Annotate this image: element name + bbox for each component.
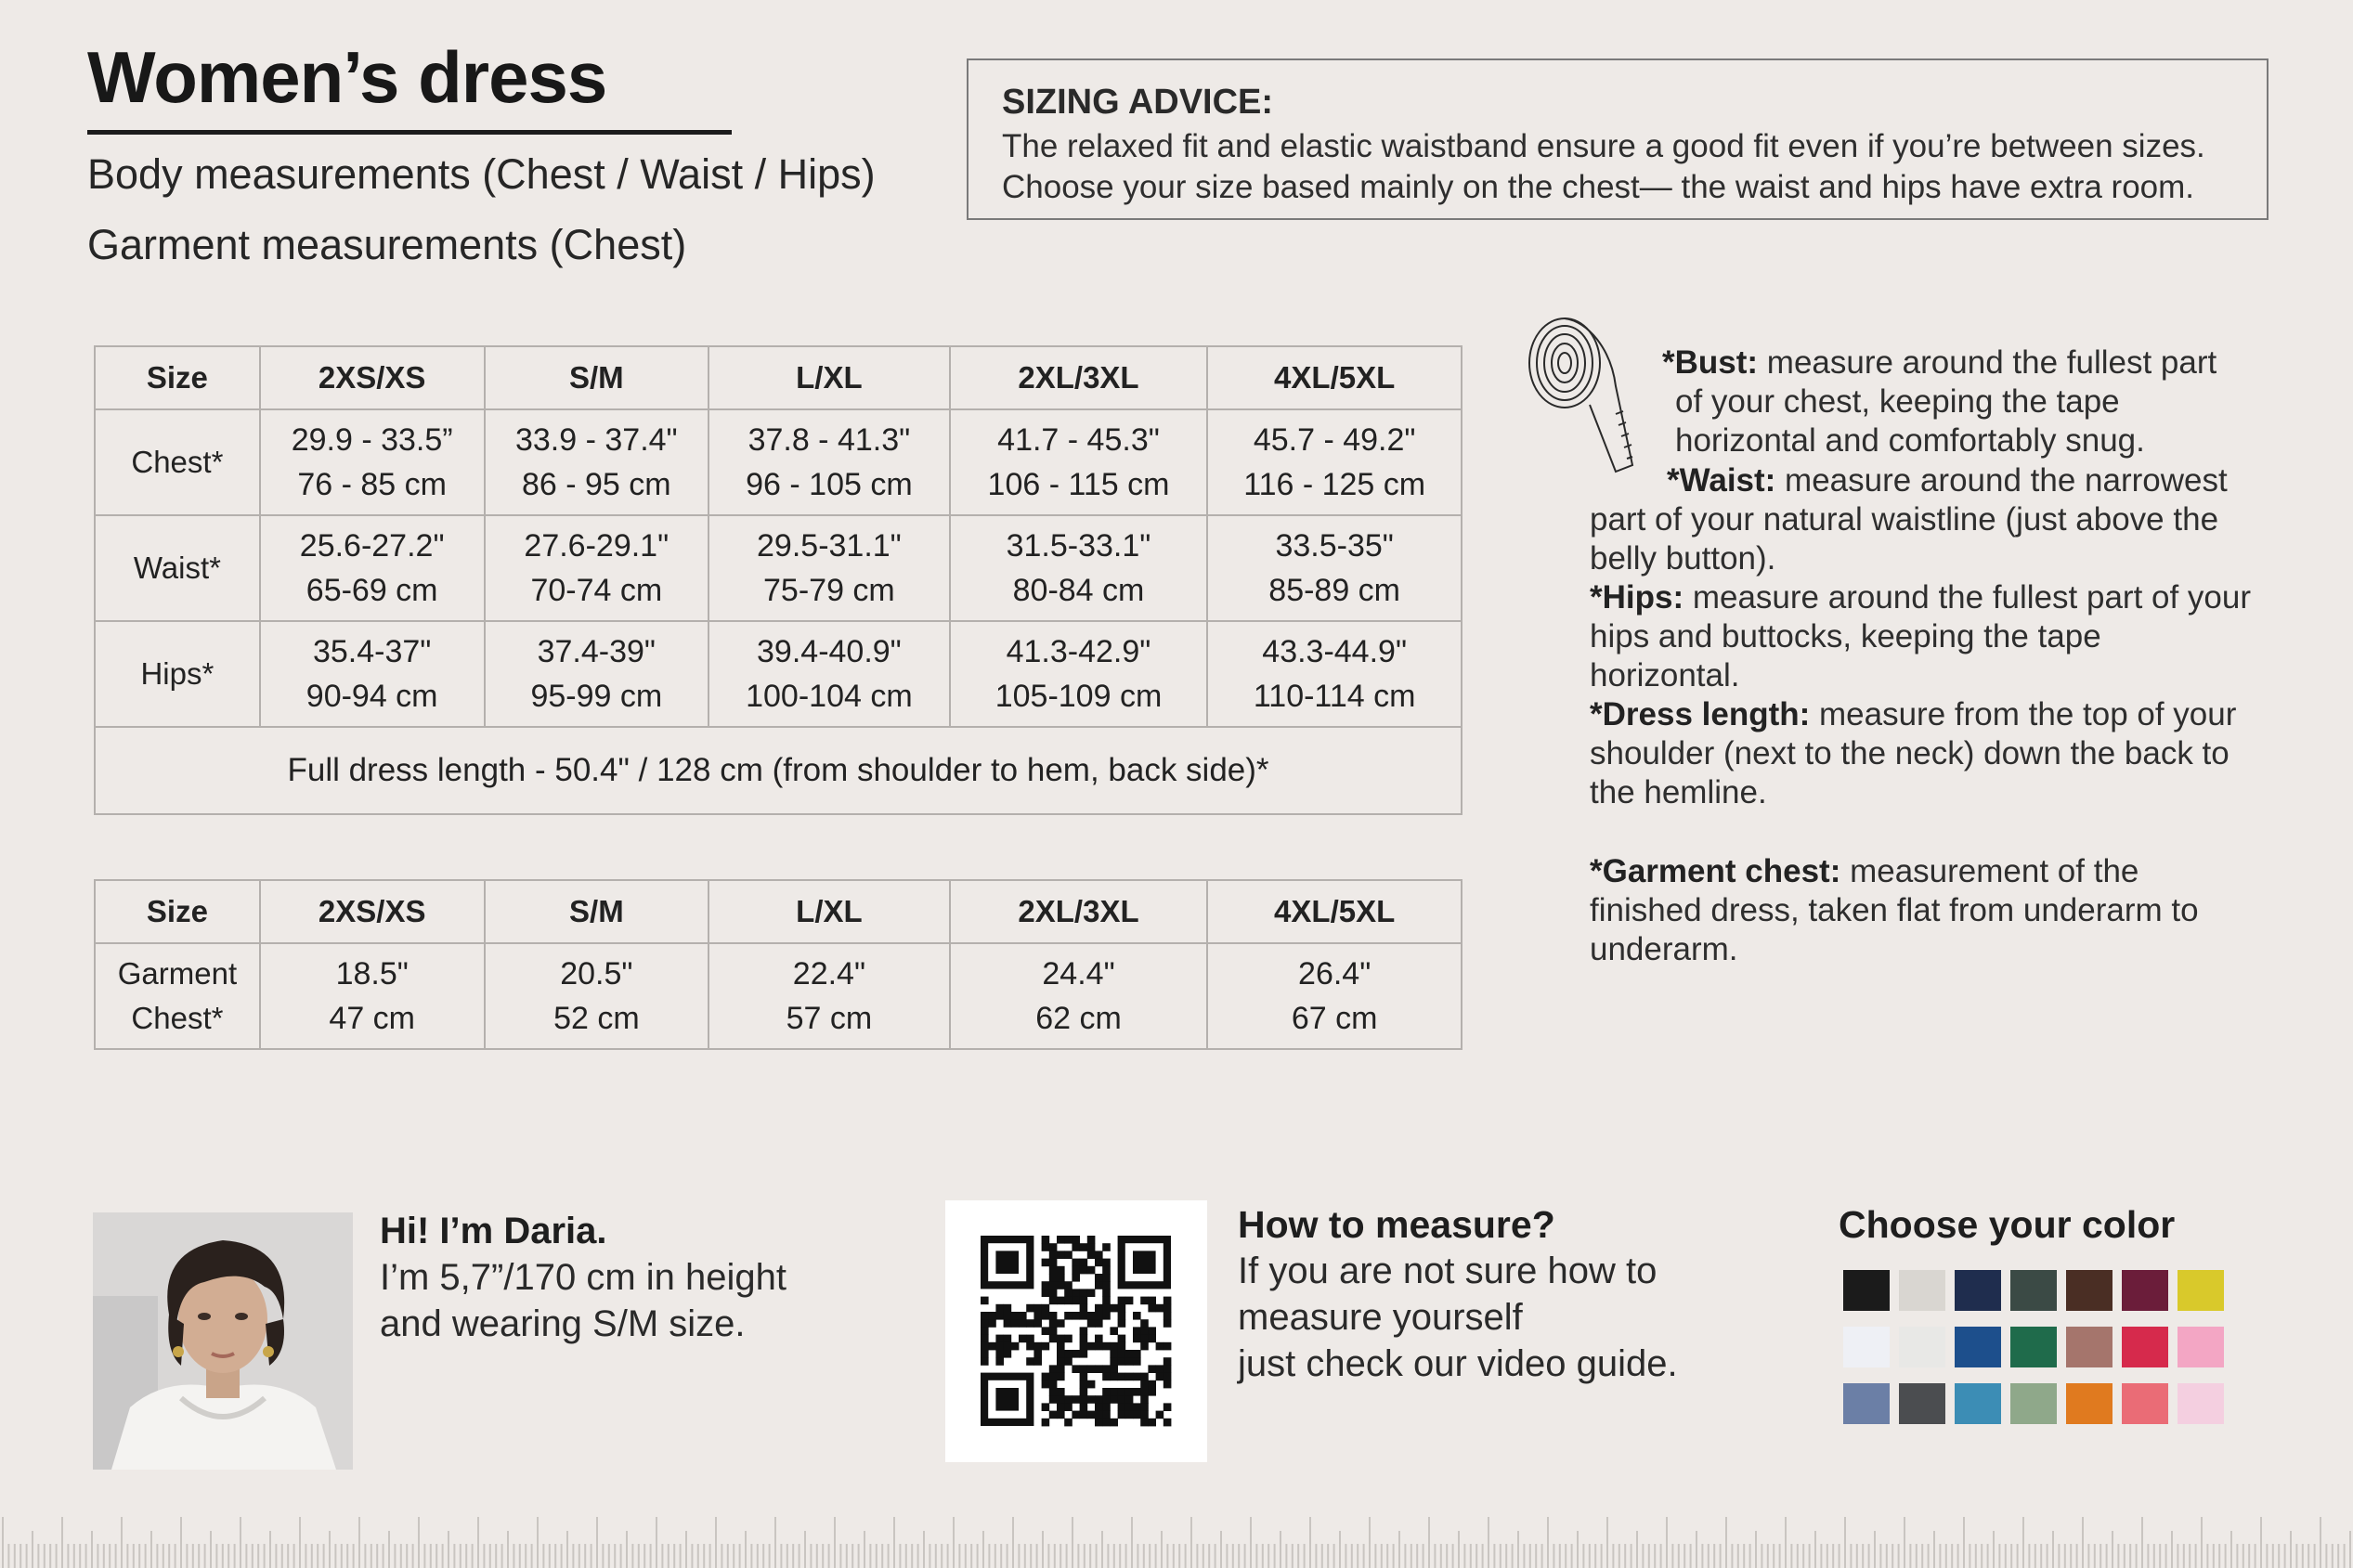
color-swatch[interactable]: [2066, 1383, 2112, 1424]
table-cell: 45.7 - 49.2" 116 - 125 cm: [1207, 409, 1462, 515]
note-line: shoulder (next to the neck) down the back to: [1590, 735, 2230, 771]
sizing-advice-line: The relaxed fit and elastic waistband ensure a good fit even if you’re between sizes.: [1002, 128, 2205, 164]
table-cell: 27.6-29.1" 70-74 cm: [485, 515, 709, 621]
color-swatch[interactable]: [2178, 1270, 2224, 1311]
garment-measurements-table: [94, 879, 1462, 1050]
color-swatch[interactable]: [2066, 1270, 2112, 1311]
color-swatch[interactable]: [2066, 1327, 2112, 1367]
color-swatch[interactable]: [2122, 1270, 2168, 1311]
table-cell: 41.3-42.9" 105-109 cm: [950, 621, 1208, 727]
table-row-chest: [95, 409, 1462, 515]
subtitle-body-measurements: Body measurements (Chest / Waist / Hips): [87, 150, 876, 198]
table-cell: 29.9 - 33.5” 76 - 85 cm: [260, 409, 485, 515]
size-column-header: 2XL/3XL: [950, 880, 1208, 943]
model-photo: [93, 1212, 353, 1470]
size-column-header: 2XL/3XL: [950, 346, 1208, 409]
color-swatch[interactable]: [1843, 1270, 1890, 1311]
how-to-measure-text: measure yourself: [1238, 1297, 1523, 1338]
note-dress-length: *Dress length: measure from the top of your: [1590, 696, 2237, 732]
note-line: belly button).: [1590, 540, 1776, 577]
color-swatch[interactable]: [1955, 1383, 2001, 1424]
size-column-header: 2XS/XS: [260, 346, 485, 409]
title-underline: [87, 130, 732, 135]
table-cell: 37.4-39" 95-99 cm: [485, 621, 709, 727]
table-header-row: [95, 880, 1462, 943]
table-row-waist: [95, 515, 1462, 621]
table-row-hips: [95, 621, 1462, 727]
size-header: Size: [95, 346, 260, 409]
qr-code-icon: [945, 1200, 1207, 1462]
subtitle-garment-measurements: Garment measurements (Chest): [87, 221, 687, 268]
note-line: part of your natural waistline (just above the: [1590, 501, 2219, 538]
how-to-measure-text: If you are not sure how to: [1238, 1251, 1658, 1291]
color-swatch[interactable]: [2122, 1383, 2168, 1424]
table-cell: 41.7 - 45.3" 106 - 115 cm: [950, 409, 1208, 515]
full-length-row: [95, 727, 1462, 814]
note-bust: *Bust: measure around the fullest part: [1662, 344, 2217, 381]
note-garment-chest: *Garment chest: measurement of the: [1590, 853, 2139, 889]
size-column-header: L/XL: [708, 346, 950, 409]
body-measurements-table: [94, 345, 1462, 815]
note-line: the hemline.: [1590, 774, 1767, 810]
color-swatch[interactable]: [2178, 1383, 2224, 1424]
choose-color-title: Choose your color: [1839, 1203, 2176, 1246]
note-line: of your chest, keeping the tape: [1675, 383, 2120, 420]
color-swatch[interactable]: [2010, 1270, 2057, 1311]
color-swatch[interactable]: [1899, 1383, 1945, 1424]
table-cell: 18.5" 47 cm: [260, 943, 485, 1049]
note-hips: *Hips: measure around the fullest part of your: [1590, 579, 2252, 616]
table-cell: 22.4" 57 cm: [708, 943, 950, 1049]
color-swatch[interactable]: [1955, 1270, 2001, 1311]
size-column-header: S/M: [485, 880, 709, 943]
table-cell: 43.3-44.9" 110-114 cm: [1207, 621, 1462, 727]
color-swatch[interactable]: [2122, 1327, 2168, 1367]
full-length-note: Full dress length - 50.4" / 128 cm (from shoulder to hem, back side)*: [95, 727, 1462, 814]
color-swatch[interactable]: [1899, 1270, 1945, 1311]
table-row-garment-chest: [95, 943, 1462, 1049]
table-cell: 25.6-27.2" 65-69 cm: [260, 515, 485, 621]
color-swatch-grid: [1843, 1270, 2233, 1432]
table-cell: 33.9 - 37.4" 86 - 95 cm: [485, 409, 709, 515]
table-cell: 31.5-33.1" 80-84 cm: [950, 515, 1208, 621]
how-to-measure-text: just check our video guide.: [1238, 1343, 1678, 1384]
size-column-header: 4XL/5XL: [1207, 346, 1462, 409]
note-line: horizontal and comfortably snug.: [1675, 422, 2145, 459]
table-cell: 33.5-35" 85-89 cm: [1207, 515, 1462, 621]
model-height-text: I’m 5,7”/170 cm in height: [380, 1257, 786, 1298]
note-line: finished dress, taken flat from underarm to: [1590, 892, 2199, 928]
note-line: hips and buttocks, keeping the tape: [1590, 618, 2101, 654]
note-waist: *Waist: measure around the narrowest: [1667, 462, 2228, 499]
color-swatch[interactable]: [1843, 1383, 1890, 1424]
table-cell: 20.5" 52 cm: [485, 943, 709, 1049]
video-guide-qr-code[interactable]: [945, 1200, 1207, 1462]
color-swatch[interactable]: [2010, 1383, 2057, 1424]
row-label: Garment Chest*: [95, 943, 260, 1049]
table-cell: 26.4" 67 cm: [1207, 943, 1462, 1049]
size-header: Size: [95, 880, 260, 943]
table-cell: 24.4" 62 cm: [950, 943, 1208, 1049]
row-label: Hips*: [95, 621, 260, 727]
row-label: Waist*: [95, 515, 260, 621]
row-label: Chest*: [95, 409, 260, 515]
measuring-tape-icon: [1523, 312, 1644, 479]
model-greeting: Hi! I’m Daria.: [380, 1211, 607, 1251]
sizing-advice-box: [967, 58, 2268, 220]
note-line: horizontal.: [1590, 657, 1740, 693]
size-column-header: S/M: [485, 346, 709, 409]
sizing-advice-line: Choose your size based mainly on the chest— the waist and hips have extra room.: [1002, 169, 2195, 205]
color-swatch[interactable]: [2010, 1327, 2057, 1367]
model-size-text: and wearing S/M size.: [380, 1303, 746, 1344]
color-swatch[interactable]: [1843, 1327, 1890, 1367]
ruler-decoration: [0, 1497, 2353, 1568]
color-swatch[interactable]: [1899, 1327, 1945, 1367]
table-cell: 39.4-40.9" 100-104 cm: [708, 621, 950, 727]
color-swatch[interactable]: [2178, 1327, 2224, 1367]
sizing-advice-title: SIZING ADVICE:: [1002, 83, 1274, 122]
page-title: Women’s dress: [87, 36, 607, 118]
table-cell: 37.8 - 41.3" 96 - 105 cm: [708, 409, 950, 515]
color-swatch[interactable]: [1955, 1327, 2001, 1367]
table-cell: 29.5-31.1" 75-79 cm: [708, 515, 950, 621]
note-line: underarm.: [1590, 931, 1738, 967]
size-column-header: 4XL/5XL: [1207, 880, 1462, 943]
how-to-measure-title: How to measure?: [1238, 1203, 1555, 1246]
table-header-row: [95, 346, 1462, 409]
size-column-header: 2XS/XS: [260, 880, 485, 943]
table-cell: 35.4-37" 90-94 cm: [260, 621, 485, 727]
size-column-header: L/XL: [708, 880, 950, 943]
